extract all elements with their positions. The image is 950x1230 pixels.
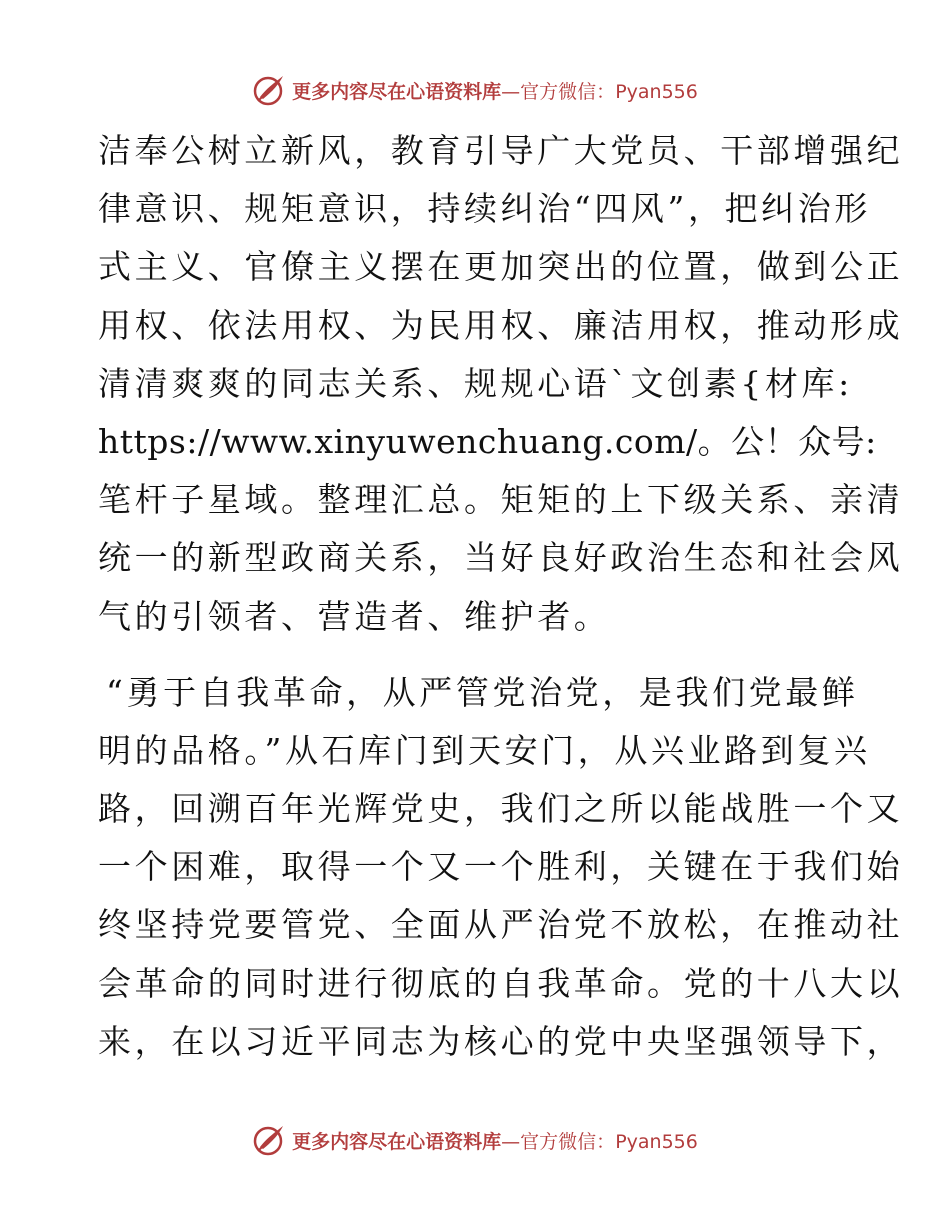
- header-text: [292, 77, 698, 104]
- quill-pen-logo-icon: [252, 1123, 286, 1157]
- text-line: 终坚持党要管党、全面从严治党不放松，在推动社: [98, 905, 904, 945]
- footer-dash: —: [501, 1130, 521, 1153]
- footer-site-text: 更多内容尽在心语资料库: [292, 1130, 502, 1153]
- document-body: [98, 122, 904, 1071]
- text-line: 明的品格。”从石库门到天安门，从兴业路到复兴: [98, 730, 871, 770]
- text-line: 用权、依法用权、为民用权、廉洁用权，推动形成: [98, 305, 904, 345]
- text-line: 笔杆子星域。整理汇总。矩矩的上下级关系、亲清: [98, 480, 904, 520]
- footer-text: [292, 1127, 698, 1154]
- header-wechat-handle: Pyan556: [615, 80, 698, 103]
- header-site-text: 更多内容尽在心语资料库: [292, 80, 502, 103]
- text-line: 统一的新型政商关系，当好良好政治生态和社会风: [98, 538, 904, 578]
- header-dash: —: [501, 80, 521, 103]
- footer-wechat-handle: Pyan556: [615, 1130, 698, 1153]
- text-line: 会革命的同时进行彻底的自我革命。党的十八大以: [98, 963, 904, 1003]
- text-line: 律意识、规矩意识，持续纠治“四风”，把纠治形: [98, 189, 871, 229]
- footer-banner: [0, 1120, 950, 1160]
- header-wechat-label: 官方微信：: [520, 80, 616, 103]
- text-line: 一个困难，取得一个又一个胜利，关键在于我们始: [98, 847, 904, 887]
- paragraph-1: [98, 122, 904, 646]
- text-line: 洁奉公树立新风，教育引导广大党员、干部增强纪: [98, 131, 904, 170]
- quill-pen-logo-icon: [252, 73, 286, 107]
- text-line: 路，回溯百年光辉党史，我们之所以能战胜一个又: [98, 789, 904, 829]
- text-line: 气的引领者、营造者、维护者。: [98, 596, 611, 636]
- text-line: “勇于自我革命，从严管党治党，是我们党最鲜: [106, 672, 859, 712]
- text-line: 清清爽爽的同志关系、规规心语`文创素{材库:: [98, 363, 853, 403]
- paragraph-spacer: [98, 646, 858, 664]
- footer-wechat-label: 官方微信：: [520, 1130, 616, 1153]
- header-banner: [0, 70, 950, 110]
- text-line: 来，在以习近平同志为核心的党中央坚强领导下，: [98, 1021, 904, 1061]
- paragraph-2: [98, 664, 904, 1071]
- text-line-url: https://www.xinyuwenchuang.com/。公！众号:: [98, 421, 877, 461]
- text-line: 式主义、官僚主义摆在更加突出的位置，做到公正: [98, 247, 904, 287]
